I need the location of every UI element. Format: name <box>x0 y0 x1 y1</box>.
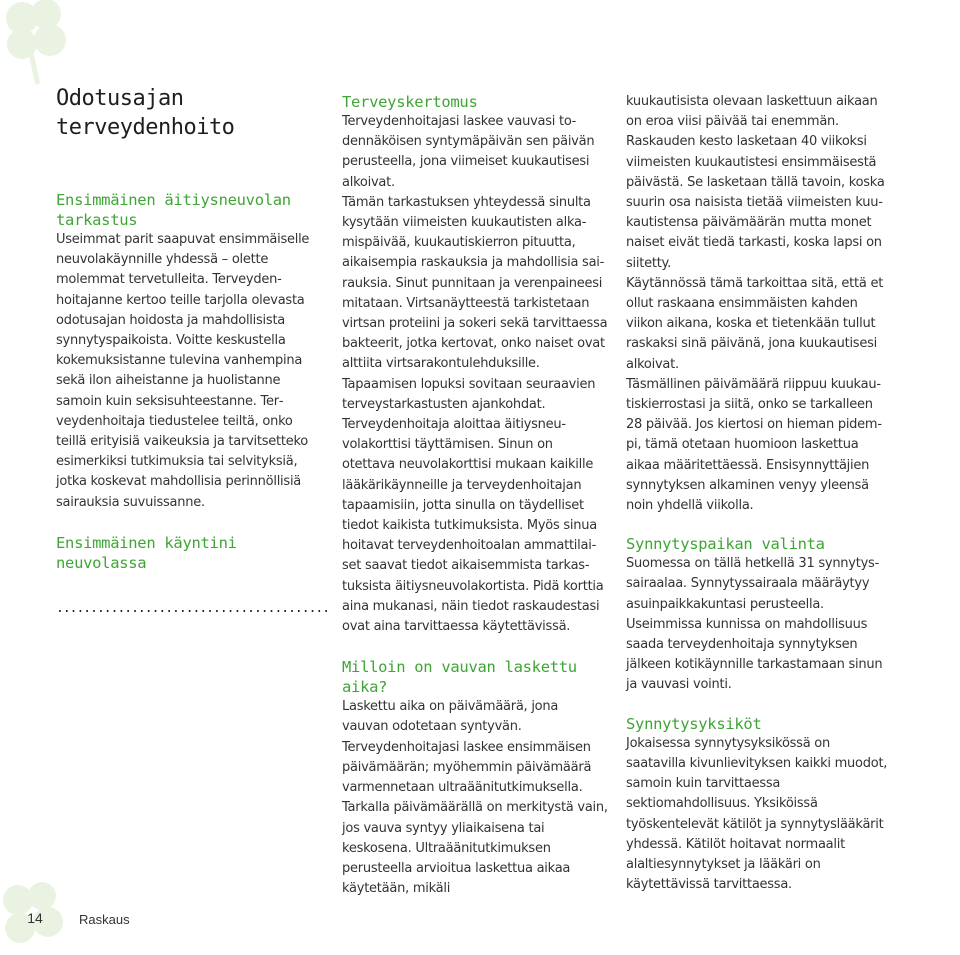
heading-health-record: Terveyskertomus <box>342 93 478 111</box>
paragraph-due-date-calc: Terveydenhoitajasi laskee vauvasi todennäköisen syntymäpäivän sen päivän perusteella, jona viimeiset kuukautisesi alkoivat. <box>342 114 595 190</box>
paragraph-exact-date: Täsmällinen päivämäärä riippuu kuukautiskierrostasi ja siitä, onko se tarkalleen 28 päivää. Jos kiertosi on hieman pidempi, tämä otetaan huomioon laskettua aikaa määritettäessä. Ensisynnyttäjien synnytyksen alkaminen venyy yleensä noin yhdellä viikolla. <box>626 376 883 514</box>
column-middle <box>342 92 608 899</box>
heading-first-visit: Ensimmäinen äitiysneuvolan tarkastus <box>56 191 291 229</box>
heading-birth-units: Synnytysyksiköt <box>626 714 762 733</box>
page-number: 14 <box>27 910 43 926</box>
paragraph-first-visit: Useimmat parit saapuvat ensimmäiselle neuvolakäynnille yhdessä – olette molemmat tervetulleita. Terveydenhoitajanne kertoo teille tarjolla olevasta odotusajan hoidosta ja mahdollisista synnytyspaikoista. Voitte keskustella kokemuksistanne tulevina vanhempina sekä ilon aiheistanne ja huolistanne samoin kuin seksisuhteestanne. Terveydenhoitaja tiedustelee teiltä, onko teillä erityisiä vaikeuksia ja tarvitsetteko esimerkiksi tutkimuksia tai selvityksiä, jotka koskevat mahdollisia perinnöllisiä sairauksia suvuissanne. <box>56 232 310 510</box>
paragraph-pregnancy-length: kuukautisista olevaan laskettuun aikaan on eroa viisi päivää tai enemmän. Raskauden kesto lasketaan 40 viikoksi viimeisten kuukautistesi ensimmäisestä päivästä. Se lasketaan tällä tavoin, koska suurin osa naisista tietää viimeisten kuukautistensa päivämäärän mutta monet naiset eivät tiedä tarkasti, koska lapsi on siitetty. <box>626 94 885 271</box>
paragraph-birth-units: Jokaisessa synnytysyksikössä on saatavilla kivunlievityksen kaikki muodot, samoin kuin tarvittaessa sektiomahdollisuus. Yksiköissä työskentelevät kätilöt ja synnytyslääkärit yhdessä. Kätilöt hoitavat normaalit alaltiesynnytykset ja lääkäri on käytettävissä tarvittaessa. <box>626 735 888 893</box>
fill-in-line: ........................................ <box>56 600 330 616</box>
paragraph-first-weeks: Käytännössä tämä tarkoittaa sitä, että et ollut raskaana ensimmäisten kahden viikon aikana, koska et tietenkään tullut raskaksi sinä päivänä, jona kuukautisesi alkoivat. <box>626 275 884 372</box>
page-title: Odotusajan terveydenhoito <box>56 86 235 140</box>
heading-birth-place: Synnytyspaikan valinta <box>626 535 825 554</box>
paragraph-checkup: Tämän tarkastuksen yhteydessä sinulta kysytään viimeisten kuukautisten alkamispäivää, kuukautiskierron pituutta, aikaisempia raskauksia ja mahdollisia sairauksia. Sinut punnitaan ja verenpaineesi mitataan. Virtsanäytteestä tarkistetaan virtsan proteiini ja sokeri sekä tarvittaessa bakteerit, jotka kertovat, onko naiset ovat alttiita virtsarakontulehduksille. <box>342 194 608 372</box>
section-label: Raskaus <box>79 912 130 927</box>
clover-decoration-icon <box>0 0 80 90</box>
paragraph-maternity-card: Terveydenhoitaja aloittaa äitiysneuvolakorttisi täyttämisen. Sinun on otettava neuvolakorttisi mukaan kaikille lääkärikäynneille ja terveydenhoitajan tapaamisiin, jotta sinulla on täydelliset tiedot kaikista tutkimuksista. Myös sinua hoitavat terveydenhoitoalan ammattilaiset saavat tiedot aikaisemmista tarkastuksista äitiysneuvolakortista. Pidä korttia aina mukanasi, näin tiedot raskaudestasi ovat aina tarvittaessa käytettävissä. <box>342 417 604 635</box>
heading-my-first-visit: Ensimmäinen käyntini neuvolassa <box>56 533 237 572</box>
column-left <box>56 84 330 616</box>
heading-due-date: Milloin on vauvan laskettu aika? <box>342 658 577 697</box>
column-right <box>626 92 892 895</box>
paragraph-due-date: Laskettu aika on päivämäärä, jona vauvan odotetaan syntyvän. Terveydenhoitajasi laskee ensimmäisen päivämäärän; myöhemmin päivämäärä varmennetaan ultraäänitutkimuksella. Tarkalla päivämäärällä on merkitystä vain, jos vauva syntyy yliaikaisena tai keskosena. Ultraäänitutkimuksen perusteella arvioitua laskettua aikaa käytetään, mikäli <box>342 699 608 897</box>
paragraph-birth-place: Suomessa on tällä hetkellä 31 synnytyssairaalaa. Synnytyssairaala määräytyy asuinpaikkakuntasi perusteella. Useimmissa kunnissa on mahdollisuus saada terveydenhoitaja synnytyksen jälkeen kotikäynnille tarkastamaan sinun ja vauvasi vointi. <box>626 556 883 693</box>
paragraph-appointments: Tapaamisen lopuksi sovitaan seuraavien terveystarkastusten ajankohdat. <box>342 376 596 412</box>
